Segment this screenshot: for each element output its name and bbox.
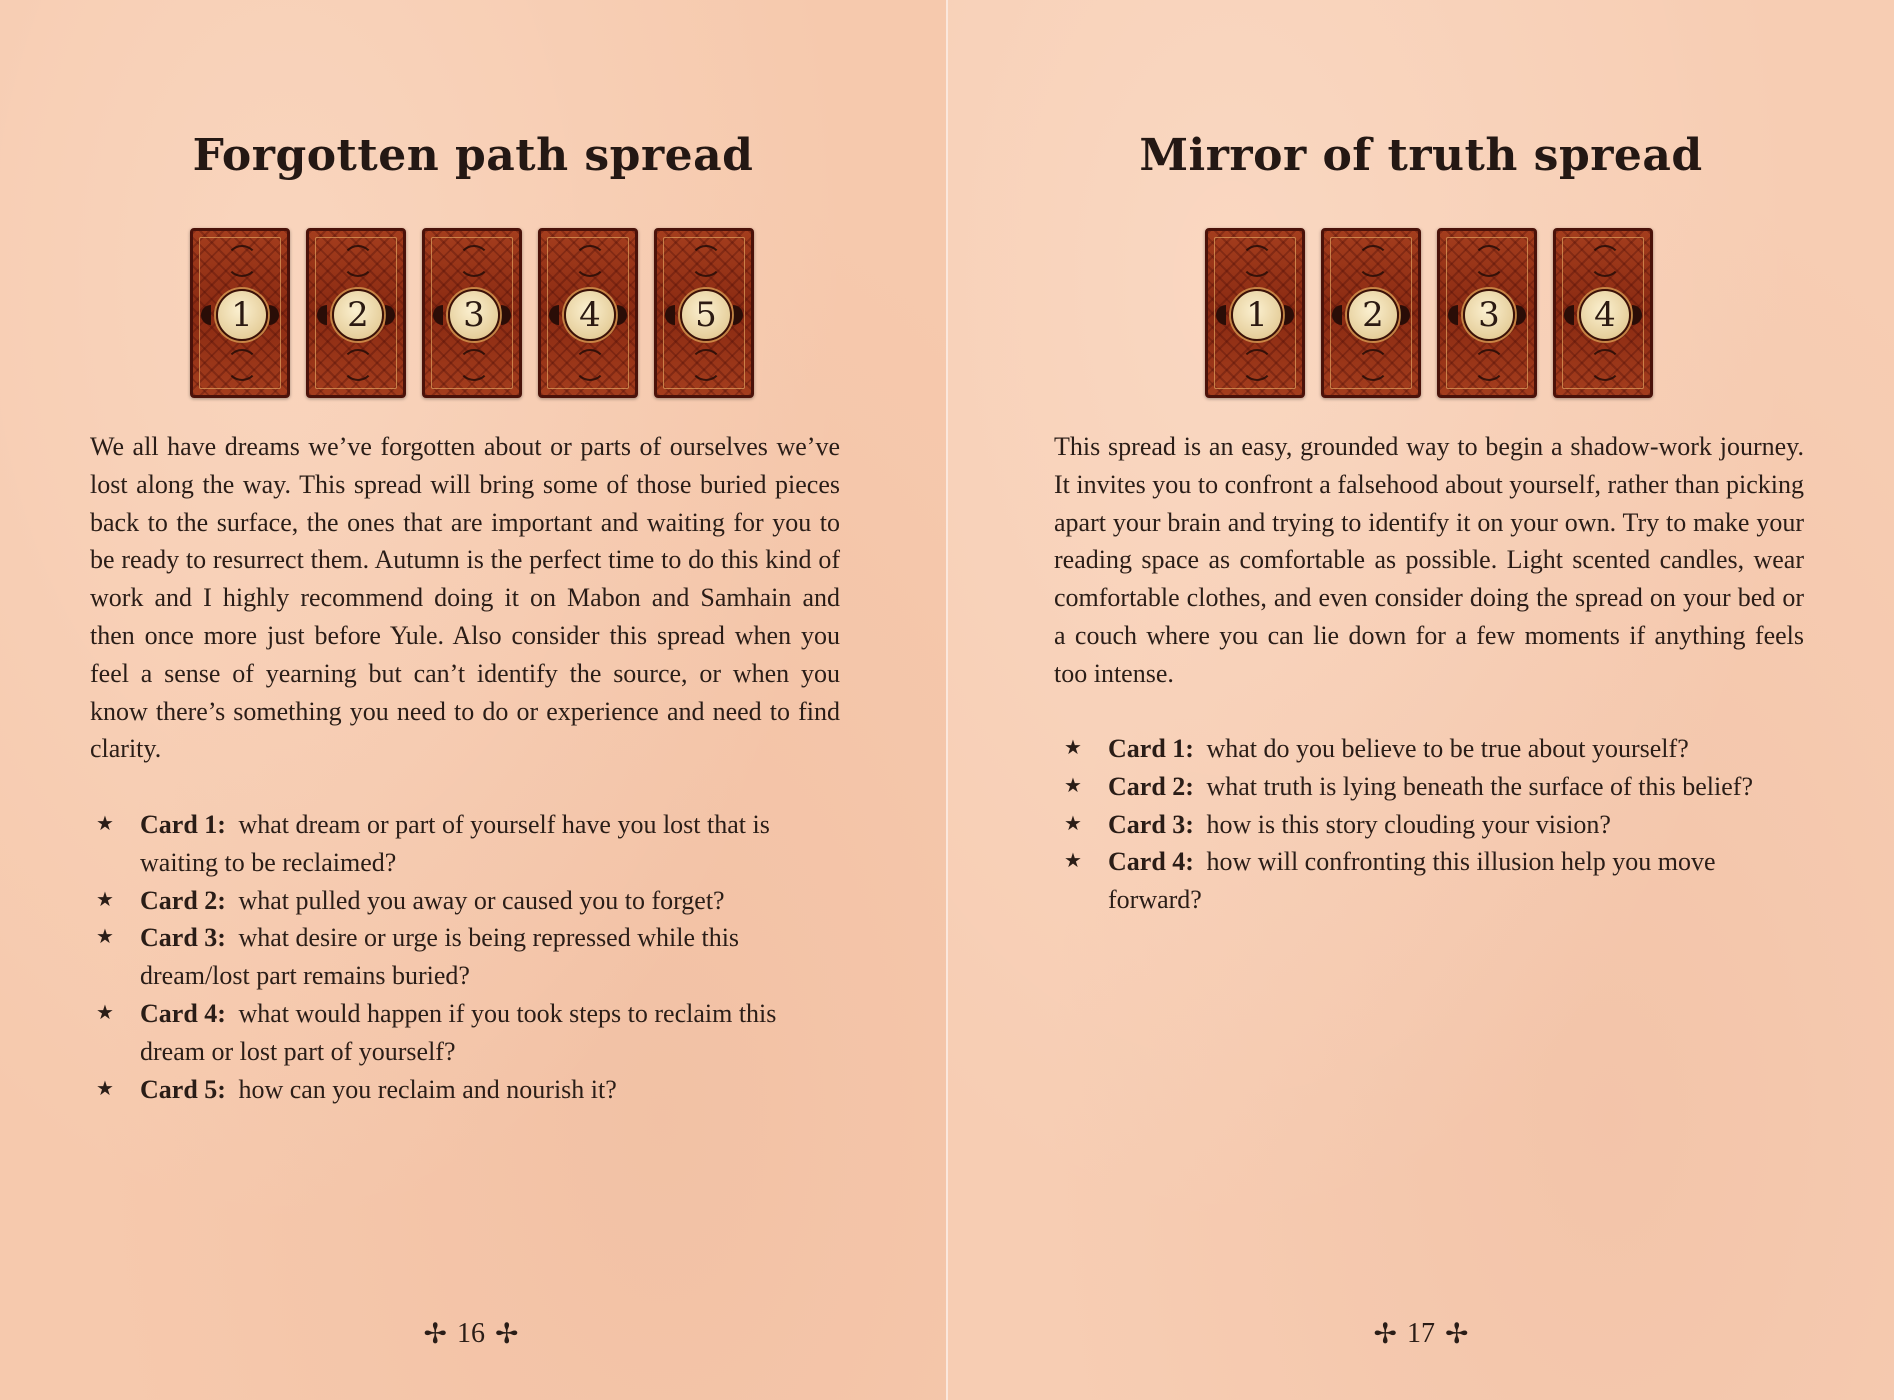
- tarot-card-3: [422, 228, 522, 398]
- cross-ornament-icon: ✢: [495, 1317, 519, 1350]
- card-number: 3: [1463, 289, 1515, 341]
- ornament-icon: [690, 245, 722, 277]
- card-number: 3: [448, 289, 500, 341]
- card-label: Card 3:: [140, 923, 226, 953]
- crescent-moon-icon: [317, 305, 327, 325]
- crescent-moon-icon: [201, 305, 211, 325]
- card-spread-diagram: [190, 228, 754, 398]
- star-bullet-icon: ★: [96, 926, 114, 949]
- list-item: [96, 882, 836, 920]
- left-page: [0, 0, 946, 1400]
- crescent-moon-icon: [1400, 305, 1410, 325]
- card-label: Card 4:: [140, 998, 226, 1028]
- crescent-moon-icon: [665, 305, 675, 325]
- tarot-card-1: [190, 228, 290, 398]
- list-item: [1064, 843, 1764, 919]
- card-question: how can you reclaim and nourish it?: [238, 1074, 617, 1104]
- card-number: 2: [332, 289, 384, 341]
- card-number: 4: [1579, 289, 1631, 341]
- ornament-icon: [1241, 349, 1273, 381]
- ornament-icon: [574, 349, 606, 381]
- card-number: 4: [564, 289, 616, 341]
- crescent-moon-icon: [549, 305, 559, 325]
- card-label: Card 3:: [1108, 809, 1194, 839]
- right-page: [948, 0, 1894, 1400]
- list-item: [96, 995, 836, 1071]
- card-question: what do you believe to be true about yourself?: [1206, 734, 1689, 763]
- star-bullet-icon: ★: [1064, 812, 1082, 835]
- page-number-value: 17: [1407, 1318, 1435, 1349]
- ornament-icon: [1357, 245, 1389, 277]
- ornament-icon: [1241, 245, 1273, 277]
- card-label: Card 5:: [140, 1074, 226, 1104]
- crescent-moon-icon: [385, 305, 395, 325]
- star-bullet-icon: ★: [1064, 737, 1082, 759]
- card-question: how is this story clouding your vision?: [1206, 809, 1611, 839]
- card-label: Card 1:: [140, 810, 226, 839]
- page-title: Mirror of truth spread: [1139, 130, 1703, 181]
- star-bullet-icon: ★: [96, 1001, 114, 1024]
- ornament-icon: [342, 349, 374, 381]
- ornament-icon: [574, 245, 606, 277]
- tarot-card-2: [1321, 228, 1421, 398]
- star-bullet-icon: ★: [1064, 774, 1082, 797]
- card-label: Card 4:: [1108, 847, 1194, 877]
- card-question: what pulled you away or caused you to forget?: [238, 885, 725, 915]
- card-meanings-list: [96, 806, 836, 1108]
- card-number: 1: [216, 289, 268, 341]
- cross-ornament-icon: ✢: [1445, 1317, 1469, 1350]
- ornament-icon: [690, 349, 722, 381]
- crescent-moon-icon: [617, 305, 627, 325]
- card-question: what would happen if you took steps to reclaim this dream or lost part of yourself?: [140, 998, 777, 1066]
- star-bullet-icon: ★: [96, 1077, 114, 1100]
- tarot-card-5: [654, 228, 754, 398]
- body-paragraph: We all have dreams we’ve forgotten about or parts of ourselves we’ve lost along the way. This spread will bring some of those buried pieces back to the surface, the ones that are important and waiting for you to be ready to resurrect them. Autumn is the perfect time to do this kind of work and I highly recommend doing it on Mabon and Samhain and then once more just before Yule. Also consider this spread when you feel a sense of yearning but can’t identify the source, or when you know there’s something you need to do or experience and need to find clarity.: [90, 432, 840, 764]
- ornament-icon: [458, 245, 490, 277]
- list-item: [1064, 730, 1764, 768]
- star-bullet-icon: ★: [96, 813, 114, 835]
- crescent-moon-icon: [433, 305, 443, 325]
- tarot-card-3: [1437, 228, 1537, 398]
- ornament-icon: [1357, 349, 1389, 381]
- crescent-moon-icon: [1332, 305, 1342, 325]
- crescent-moon-icon: [1448, 305, 1458, 325]
- ornament-icon: [342, 245, 374, 277]
- ornament-icon: [1473, 349, 1505, 381]
- crescent-moon-icon: [269, 305, 279, 325]
- body-paragraph: This spread is an easy, grounded way to begin a shadow-work journey. It invites you to confront a falsehood about yourself, rather than picking apart your brain and trying to identify it on your own. Try to make your reading space as comfortable as possible. Light scented candles, wear comfortable clothes, and even consider doing the spread on your bed or a couch where you can lie down for a few moments if anything feels too intense.: [1054, 432, 1804, 688]
- ornament-icon: [458, 349, 490, 381]
- star-bullet-icon: ★: [1064, 850, 1082, 873]
- card-spread-diagram: [1205, 228, 1653, 398]
- page-number-value: 16: [457, 1318, 485, 1349]
- card-question: what truth is lying beneath the surface of this belief?: [1206, 771, 1753, 801]
- list-item: [96, 806, 836, 882]
- ornament-icon: [1473, 245, 1505, 277]
- page-number: [0, 1316, 944, 1352]
- star-bullet-icon: ★: [96, 888, 114, 911]
- card-number: 2: [1347, 289, 1399, 341]
- tarot-card-4: [1553, 228, 1653, 398]
- tarot-card-2: [306, 228, 406, 398]
- crescent-moon-icon: [1632, 305, 1642, 325]
- card-question: what dream or part of yourself have you lost that is waiting to be reclaimed?: [140, 810, 770, 877]
- ornament-icon: [1589, 349, 1621, 381]
- crescent-moon-icon: [1216, 305, 1226, 325]
- list-item: [1064, 806, 1764, 844]
- card-label: Card 2:: [1108, 771, 1194, 801]
- crescent-moon-icon: [1564, 305, 1574, 325]
- ornament-icon: [1589, 245, 1621, 277]
- card-number: 5: [680, 289, 732, 341]
- card-question: what desire or urge is being repressed while this dream/lost part remains buried?: [140, 923, 740, 991]
- list-item: [1064, 768, 1764, 806]
- ornament-icon: [226, 349, 258, 381]
- tarot-card-4: [538, 228, 638, 398]
- card-number: 1: [1231, 289, 1283, 341]
- page-number: [948, 1316, 1894, 1352]
- tarot-card-1: [1205, 228, 1305, 398]
- crescent-moon-icon: [1284, 305, 1294, 325]
- page-title: Forgotten path spread: [192, 130, 754, 181]
- list-item: [96, 919, 836, 995]
- card-label: Card 2:: [140, 885, 226, 915]
- card-meanings-list: [1064, 730, 1764, 919]
- card-label: Card 1:: [1108, 734, 1194, 763]
- ornament-icon: [226, 245, 258, 277]
- cross-ornament-icon: ✢: [1373, 1317, 1397, 1350]
- card-question: how will confronting this illusion help you move forward?: [1108, 847, 1716, 915]
- crescent-moon-icon: [733, 305, 743, 325]
- crescent-moon-icon: [1516, 305, 1526, 325]
- list-item: [96, 1071, 836, 1109]
- crescent-moon-icon: [501, 305, 511, 325]
- cross-ornament-icon: ✢: [423, 1317, 447, 1350]
